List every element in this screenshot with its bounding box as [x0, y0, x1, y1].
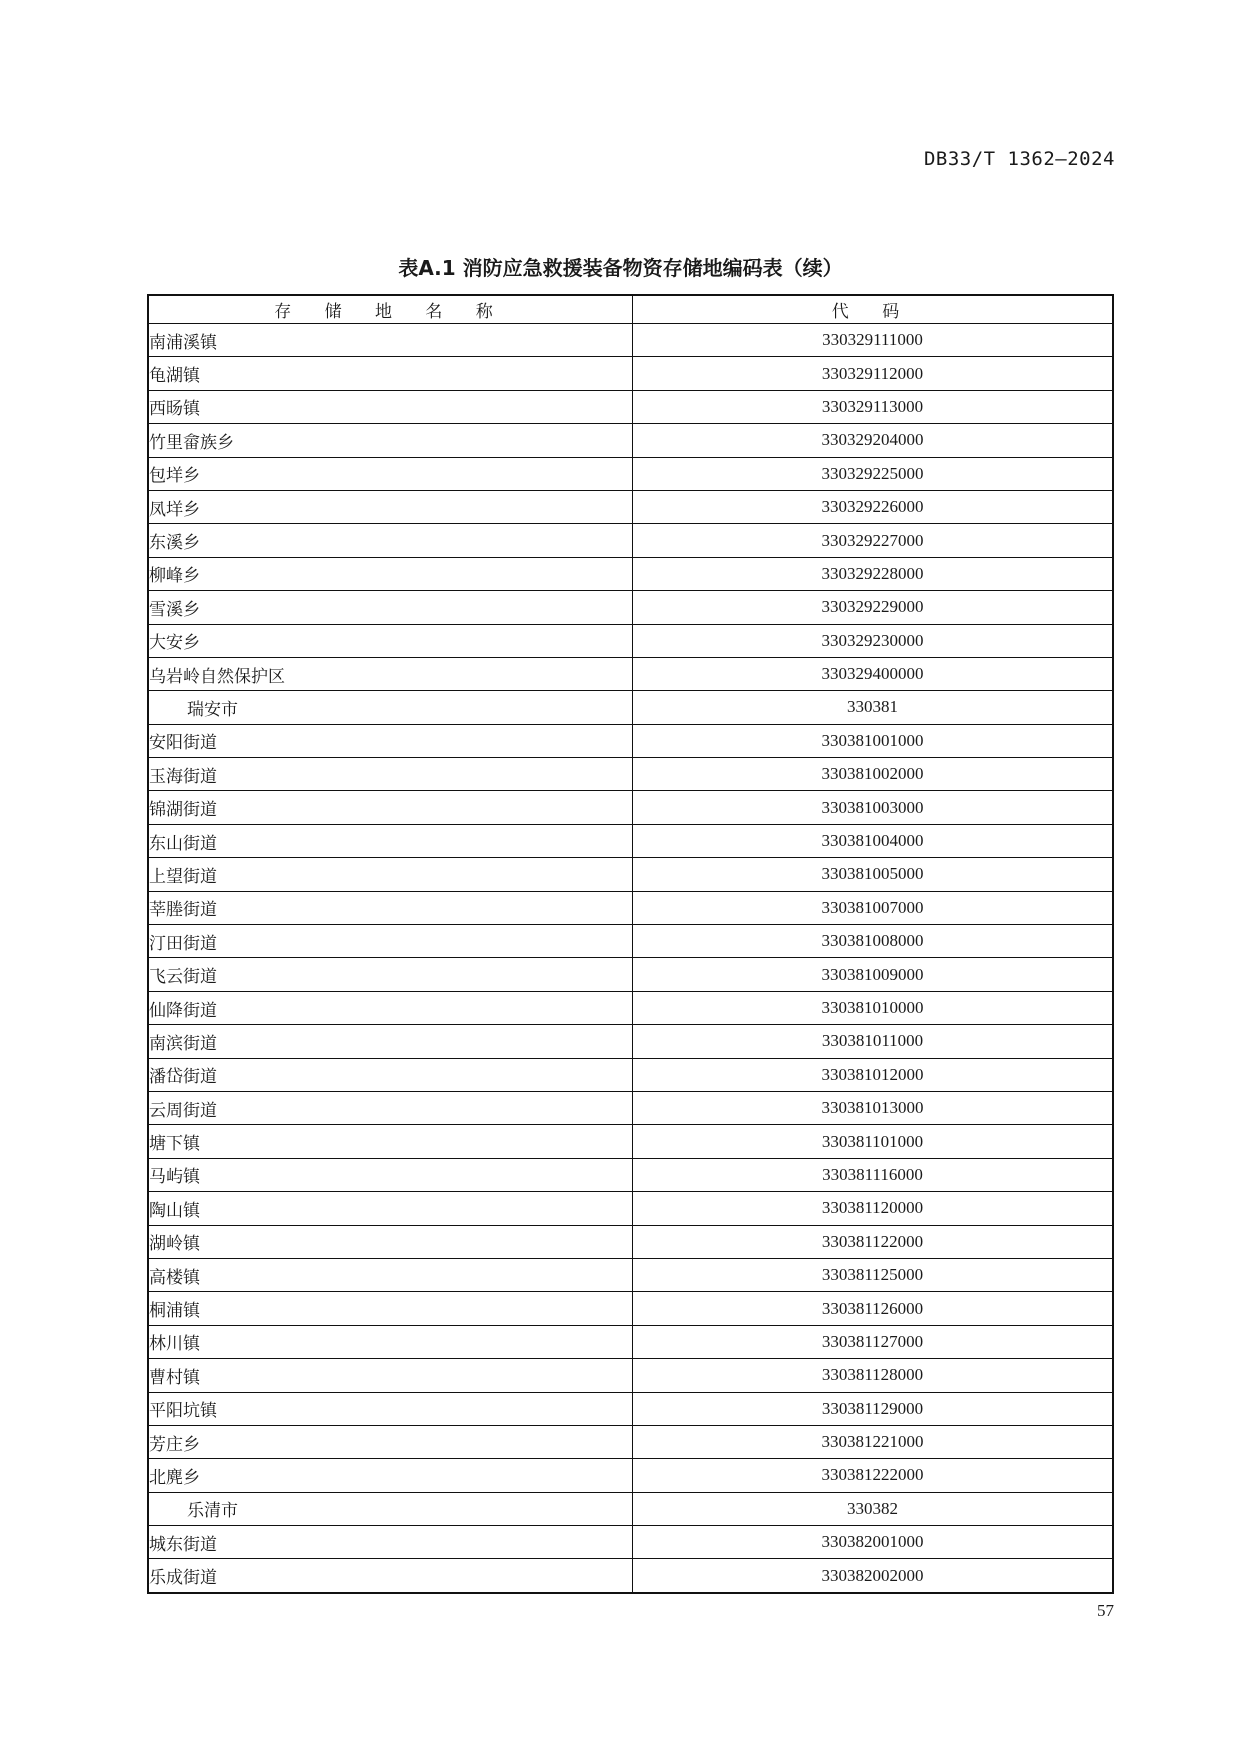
table-row: [148, 1158, 1113, 1191]
location-name-cell: 塘下镇: [148, 1125, 633, 1158]
location-code-cell: 330329227000: [633, 524, 1114, 557]
location-code-cell: 330329229000: [633, 591, 1114, 624]
location-code-cell: 330381222000: [633, 1459, 1114, 1492]
location-code-cell: 330382002000: [633, 1559, 1114, 1593]
location-name-cell: 凤垟乡: [148, 490, 633, 523]
column-header-code: 代 码: [633, 295, 1114, 324]
location-code-cell: 330381007000: [633, 891, 1114, 924]
table-row: [148, 1425, 1113, 1458]
location-code-cell: 330381122000: [633, 1225, 1114, 1258]
location-name-cell: 汀田街道: [148, 925, 633, 958]
location-name-cell: 莘塍街道: [148, 891, 633, 924]
location-code-cell: 330381004000: [633, 824, 1114, 857]
location-name-cell: 雪溪乡: [148, 591, 633, 624]
table-row: [148, 1058, 1113, 1091]
table-row: [148, 390, 1113, 423]
location-name-cell: 安阳街道: [148, 724, 633, 757]
location-code-cell: 330381013000: [633, 1091, 1114, 1124]
table-row: [148, 357, 1113, 390]
location-name-cell: 龟湖镇: [148, 357, 633, 390]
table-row: [148, 824, 1113, 857]
location-name-cell: 乐清市: [148, 1492, 633, 1525]
location-name-cell: 西旸镇: [148, 390, 633, 423]
table-row: [148, 1258, 1113, 1291]
table-row: [148, 1292, 1113, 1325]
location-name-cell: 玉海街道: [148, 758, 633, 791]
location-name-cell: 东溪乡: [148, 524, 633, 557]
table-row: [148, 925, 1113, 958]
standard-code: DB33/T 1362—2024: [923, 148, 1115, 170]
table-row: [148, 1492, 1113, 1525]
location-name-cell: 上望街道: [148, 858, 633, 891]
location-code-cell: 330382001000: [633, 1526, 1114, 1559]
location-name-cell: 大安乡: [148, 624, 633, 657]
location-name-cell: 南浦溪镇: [148, 324, 633, 357]
table-row: [148, 691, 1113, 724]
location-name-cell: 南滨街道: [148, 1025, 633, 1058]
location-name-cell: 城东街道: [148, 1526, 633, 1559]
table-row: [148, 1325, 1113, 1358]
location-code-cell: 330382: [633, 1492, 1114, 1525]
location-name-cell: 曹村镇: [148, 1359, 633, 1392]
location-code-cell: 330381125000: [633, 1258, 1114, 1291]
location-code-cell: 330381003000: [633, 791, 1114, 824]
table-row: [148, 624, 1113, 657]
column-header-name: 存 储 地 名 称: [148, 295, 633, 324]
table-row: [148, 424, 1113, 457]
location-name-cell: 乐成街道: [148, 1559, 633, 1593]
location-name-cell: 陶山镇: [148, 1192, 633, 1225]
table-row: [148, 457, 1113, 490]
table-row: [148, 1225, 1113, 1258]
table-row: [148, 1359, 1113, 1392]
location-name-cell: 高楼镇: [148, 1258, 633, 1291]
location-code-cell: 330381101000: [633, 1125, 1114, 1158]
table-row: [148, 891, 1113, 924]
location-name-cell: 芳庄乡: [148, 1425, 633, 1458]
page-number: 57: [1097, 1601, 1114, 1620]
location-name-cell: 马屿镇: [148, 1158, 633, 1191]
table-body: [148, 324, 1113, 1594]
location-code-cell: 330381120000: [633, 1192, 1114, 1225]
location-name-cell: 柳峰乡: [148, 557, 633, 590]
location-code-cell: 330381126000: [633, 1292, 1114, 1325]
location-name-cell: 飞云街道: [148, 958, 633, 991]
location-name-cell: 平阳坑镇: [148, 1392, 633, 1425]
table-row: [148, 1025, 1113, 1058]
location-name-cell: 瑞安市: [148, 691, 633, 724]
table-row: [148, 1091, 1113, 1124]
location-name-cell: 林川镇: [148, 1325, 633, 1358]
location-code-cell: 330381009000: [633, 958, 1114, 991]
table-row: [148, 1392, 1113, 1425]
table-row: [148, 657, 1113, 690]
location-code-cell: 330329112000: [633, 357, 1114, 390]
table-row: [148, 557, 1113, 590]
table-row: [148, 324, 1113, 357]
storage-code-table: [147, 294, 1114, 1594]
location-code-cell: 330381002000: [633, 758, 1114, 791]
location-code-cell: 330329400000: [633, 657, 1114, 690]
table-row: [148, 958, 1113, 991]
location-name-cell: 潘岱街道: [148, 1058, 633, 1091]
table-title: 表A.1 消防应急救援装备物资存储地编码表（续）: [398, 256, 843, 280]
table-row: [148, 1526, 1113, 1559]
location-name-cell: 竹里畲族乡: [148, 424, 633, 457]
table-row: [148, 858, 1113, 891]
location-code-cell: 330381116000: [633, 1158, 1114, 1191]
location-code-cell: 330329226000: [633, 490, 1114, 523]
table-row: [148, 490, 1113, 523]
location-code-cell: 330329113000: [633, 390, 1114, 423]
location-name-cell: 锦湖街道: [148, 791, 633, 824]
table-row: [148, 1459, 1113, 1492]
location-name-cell: 乌岩岭自然保护区: [148, 657, 633, 690]
location-code-cell: 330381001000: [633, 724, 1114, 757]
location-code-cell: 330381221000: [633, 1425, 1114, 1458]
location-name-cell: 桐浦镇: [148, 1292, 633, 1325]
table-row: [148, 724, 1113, 757]
table-row: [148, 791, 1113, 824]
table-row: [148, 524, 1113, 557]
location-name-cell: 云周街道: [148, 1091, 633, 1124]
location-code-cell: 330381008000: [633, 925, 1114, 958]
location-code-cell: 330329204000: [633, 424, 1114, 457]
location-code-cell: 330329111000: [633, 324, 1114, 357]
table-row: [148, 758, 1113, 791]
table-row: [148, 1559, 1113, 1593]
location-name-cell: 北麂乡: [148, 1459, 633, 1492]
table-header-row: [148, 295, 1113, 324]
location-code-cell: 330381011000: [633, 1025, 1114, 1058]
location-code-cell: 330381128000: [633, 1359, 1114, 1392]
table-row: [148, 1125, 1113, 1158]
location-code-cell: 330381010000: [633, 991, 1114, 1024]
table-row: [148, 591, 1113, 624]
location-code-cell: 330329225000: [633, 457, 1114, 490]
location-code-cell: 330381005000: [633, 858, 1114, 891]
location-code-cell: 330381: [633, 691, 1114, 724]
location-name-cell: 包垟乡: [148, 457, 633, 490]
table-row: [148, 1192, 1113, 1225]
location-code-cell: 330329228000: [633, 557, 1114, 590]
location-code-cell: 330381129000: [633, 1392, 1114, 1425]
location-code-cell: 330381127000: [633, 1325, 1114, 1358]
location-name-cell: 湖岭镇: [148, 1225, 633, 1258]
location-name-cell: 仙降街道: [148, 991, 633, 1024]
location-name-cell: 东山街道: [148, 824, 633, 857]
location-code-cell: 330329230000: [633, 624, 1114, 657]
table-row: [148, 991, 1113, 1024]
location-code-cell: 330381012000: [633, 1058, 1114, 1091]
